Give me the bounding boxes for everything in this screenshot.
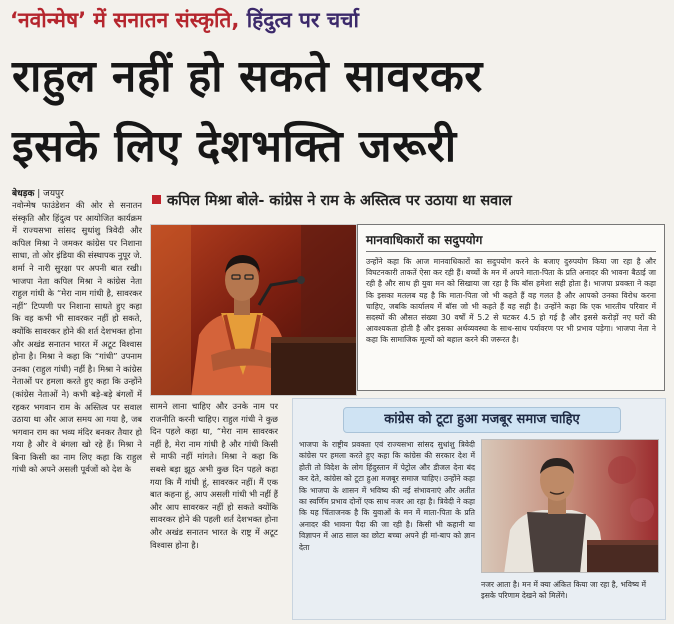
box1-title: मानवाधिकारों का सदुपयोग <box>366 231 656 252</box>
kicker-main: ‘नवोन्मेष’ में सनातन संस्कृति, <box>10 8 240 32</box>
subheadline <box>152 190 512 210</box>
article-column-2: सामने लाना चाहिए और उनके नाम पर राजनीति करनी चाहिए। राहुल गांधी ने कुछ दिन पहले कहा था, “मेरा नाम सावरकर नहीं है, मेरा नाम गांधी है और गांधी किसी से माफी नहीं मांगते। मिश्रा ने कहा कि सबसे बड़ा झूठ अभी कुछ दिन पहले कहा गया कि मैं गांधी हूं, सावरकर नहीं। मैं एक बात कहना हूं, आप असली गांधी भी नहीं हैं और आप सावरकर नहीं हो सकते क्योंकि सावरकर होने की पहली शर्त देशभक्त होना और अखंड सनातन भारत के राष्ट्र में अटूट विश्वास होना है। <box>150 401 278 550</box>
dateline <box>12 186 64 199</box>
box2-tail-text: नजर आता है। मन में क्या अंकित किया जा रहा है, भविष्य में इसके परिणाम देखने को मिलेंगे। <box>481 580 647 601</box>
article-column-1: नवोन्मेष फाउंडेशन की ओर से सनातन संस्कृति और हिंदुत्व पर आयोजित कार्यक्रम में राज्यसभा सांसद सुधांशु त्रिवेदी और कपिल मिश्रा ने जमकर कांग्रेस पर निशाना साधा, तो ओर इंडिया की संस्थापक नुपूर जे. शर्मा ने नारी सुरक्षा पर अपनी बात रखी। भाजपा नेता कपिल मिश्रा ने कांग्रेस नेता राहुल गांधी के “मेरा नाम गांधी है, सावरकर नहीं” टिप्पणी पर निशाना साधते हुए कहा कि वह कभी भी सावरकर नहीं हो सकते, क्योंकि सावरकर होने की शर्त देशभक्त होना और अखंड सनातन भारत में अटूट विश्वास होना है। मिश्रा ने कहा कि “गांधी” उपनाम उनका (राहुल गांधी) नहीं है। मिश्रा ने कांग्रेस नेताओं पर हमला करते हुए कहा कि उन्होंने (कांग्रेस नेताओं ने) कभी बड़े-बड़े बंगलों में रहकर भगवान राम के अस्तित्व पर सवाल उठाया था और आज समय आ गया है, जब भगवान राम का भव्य मंदिर बनकर तैयार हो गया है और वे बंगला खो रहे हैं। मिश्रा ने बिना किसी का नाम लिए कहा कि राहुल गांधी को अपने असली पूर्वजों को देश के <box>12 200 142 475</box>
dateline-place: | जयपुर <box>34 189 64 199</box>
box2-title: कांग्रेस को टूटा हुआ मजबूर समाज चाहिए <box>343 407 621 433</box>
red-square-bullet-icon <box>152 195 161 204</box>
dateline-source: बेधड़क <box>12 189 35 199</box>
sidebar-box-human-rights <box>357 224 665 391</box>
kicker <box>10 6 359 34</box>
sidebar-box-congress <box>292 398 666 620</box>
kicker-tail: हिंदुत्व पर चर्चा <box>239 8 359 32</box>
box2-text: भाजपा के राष्ट्रीय प्रवक्ता एवं राज्यसभा सांसद सुधांशु त्रिवेदी कांग्रेस पर हमला करते हुए कहा कि कांग्रेस की सरकार देश में होती तो विदेश के लोग हिंदुस्तान में पेट्रोल और डीजल देना बंद कर देते, कांग्रेस को टूटा हुआ मजबूर समाज चाहिए। उन्होंने कहा कि भाजपा के शासन में भविष्य की नई संभावनाएं और अतीत का स्वर्णिम प्रभाव दोनों एक साथ नजर आ रहा है। त्रिवेदी ने कहा कि यह चिंताजनक है कि युवाओं के मन में माता-पिता के प्रति अनादर की भावना पैदा की जा रही है। किसी भी कहानी या विज्ञापन में आठ साल का छोटा बच्चा अपने ही मां-बाप को ज्ञान देता <box>299 440 475 552</box>
speaker-photo <box>150 224 357 396</box>
box1-text: उन्होंने कहा कि आज मानवाधिकारों का सदुपयोग करने के बजाए दुरुपयोग किया जा रहा है और विघटनकारी ताकतें ऐसा कर रही हैं। बच्चों के मन में अपने माता-पिता के प्रति अनादर की भावना बैठाई जा रही है और साथ ही युवा मन को सिखाया जा रहा है कि बॉस हमेशा सही होता है। भाजपा प्रवक्ता ने कहा कि इसका मतलब यह है कि माता-पिता जो भी कहते हैं वह गलत है और आपको उनका विरोध करना चाहिए, जबकि कार्यालय में बॉस जो भी कहते हैं वह सही है। उन्होंने कहा कि एक भारतीय परिवार में सदस्यों की औसत संख्या 30 वर्षों में 5.2 से घटकर 4.5 हो गई है और इससे करोड़ों नए घरों की आवश्यकता होती है और इसका अर्थव्यवस्था के साथ-साथ पर्यावरण पर भी प्रभाव पड़ेगा। भाजपा नेता ने कहा कि सामाजिक मूल्यों को बहाल करने की जरूरत है। <box>366 257 656 345</box>
sudhanshu-trivedi-photo <box>481 439 659 573</box>
headline-line-1: राहुल नहीं हो सकते सावरकर <box>12 51 483 102</box>
subheadline-text: कपिल मिश्रा बोले- कांग्रेस ने राम के अस्तित्व पर उठाया था सवाल <box>167 193 512 209</box>
headline-line-2: इसके लिए देशभक्ति जरूरी <box>12 121 457 172</box>
